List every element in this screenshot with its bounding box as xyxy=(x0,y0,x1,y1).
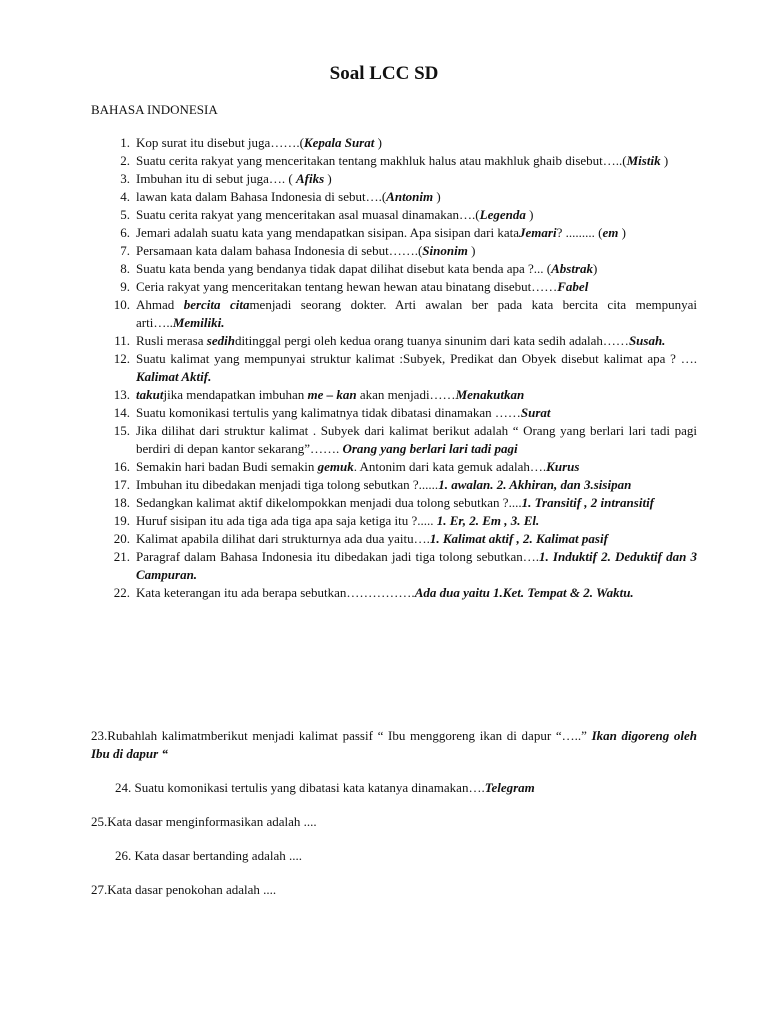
list-item xyxy=(91,458,697,476)
question-number: 5. xyxy=(120,207,130,222)
answer-text: Orang yang berlari lari tadi pagi xyxy=(342,441,518,456)
question-suffix: jika mendapatkan imbuhan xyxy=(163,387,308,402)
question-number: 13. xyxy=(113,387,130,402)
answer-text: 1. awalan. 2. Akhiran, dan 3.sisipan xyxy=(438,477,632,492)
page-title: Soal LCC SD xyxy=(329,63,439,84)
question-suffix: ) xyxy=(374,135,382,150)
answer-text: Kepala Surat xyxy=(303,135,375,150)
list-item xyxy=(91,350,697,386)
question-text: Kata keterangan itu ada berapa sebutkan……………. xyxy=(136,585,415,600)
list-item xyxy=(91,332,697,350)
answer-text: 1. Transitif , 2 intransitif xyxy=(521,495,655,510)
list-item xyxy=(91,260,697,278)
question-number: 15. xyxy=(113,423,130,438)
answer-text: Ikan digoreng oleh Ibu di dapur “ xyxy=(91,728,697,761)
answer-text: em xyxy=(602,225,619,240)
answer-text: Jemari xyxy=(519,225,557,240)
question-text: Suatu cerita rakyat yang menceritakan tentang makhluk halus atau makhluk ghaib disebut…..( xyxy=(136,153,627,168)
section-heading: BAHASA INDONESIA xyxy=(91,102,218,117)
answer-text: Kalimat Aktif. xyxy=(136,369,212,384)
question-text: Huruf sisipan itu ada tiga ada tiga apa saja ketiga itu ?..... xyxy=(136,513,437,528)
question-text: Imbuhan itu dibedakan menjadi tiga tolong sebutkan ?...... xyxy=(136,477,439,492)
list-item xyxy=(91,296,697,332)
question-text: Imbuhan itu di sebut juga…. ( xyxy=(136,171,296,186)
question-text: Sedangkan kalimat aktif dikelompokkan menjadi dua tolong sebutkan ?.... xyxy=(136,495,522,510)
question-text: Rusli merasa xyxy=(136,333,207,348)
list-item xyxy=(91,170,697,188)
list-item xyxy=(91,548,697,584)
answer-text: Sinonim xyxy=(422,243,468,258)
question-number: 14. xyxy=(113,405,130,420)
question-text: Suatu kata benda yang bendanya tidak dapat dilihat disebut kata benda apa ?... ( xyxy=(136,261,552,276)
question-number: 12. xyxy=(113,351,130,366)
list-item xyxy=(91,386,697,404)
question-number: 3. xyxy=(120,171,130,186)
list-item xyxy=(91,224,697,242)
question-suffix: ) xyxy=(433,189,441,204)
list-item xyxy=(91,476,697,494)
answer-text: sedih xyxy=(206,333,235,348)
question-number: 17. xyxy=(113,477,130,492)
list-item xyxy=(91,242,697,260)
question-suffix: . Antonim dari kata gemuk adalah…. xyxy=(353,459,547,474)
question-suffix: ) xyxy=(467,243,476,258)
question-text: Suatu cerita rakyat yang menceritakan asal muasal dinamakan….( xyxy=(136,207,480,222)
question-number: 18. xyxy=(113,495,130,510)
question-list xyxy=(91,134,697,602)
answer-text: Abstrak xyxy=(551,261,594,276)
question-suffix: ) xyxy=(324,171,332,186)
question-number: 10. xyxy=(113,297,130,312)
question-suffix: menjadi seorang dokter. Arti awalan ber pada kata bercita cita mempunyai arti….. xyxy=(136,297,697,330)
answer-text: me – kan xyxy=(307,387,357,402)
list-item xyxy=(91,404,697,422)
list-item xyxy=(91,530,697,548)
list-item xyxy=(91,278,697,296)
question-25: 25.Kata dasar menginformasikan adalah .... xyxy=(91,814,317,829)
question-number: 22. xyxy=(113,585,130,600)
answer-text: Kurus xyxy=(546,459,580,474)
list-item xyxy=(91,134,697,152)
question-text: Suatu kalimat yang mempunyai struktur kalimat :Subyek, Predikat dan Obyek disebut kalimat apa ? …. xyxy=(136,351,697,366)
question-text: Paragraf dalam Bahasa Indonesia itu dibedakan jadi tiga tolong sebutkan…. xyxy=(136,549,540,564)
question-text: Ceria rakyat yang menceritakan tentang hewan hewan atau binatang disebut…… xyxy=(136,279,558,294)
question-text: Suatu komonikasi tertulis yang kalimatnya tidak dibatasi dinamakan …… xyxy=(136,405,521,420)
question-number: 8. xyxy=(120,261,130,276)
question-suffix: ) xyxy=(660,153,669,168)
answer-text: 1. Kalimat aktif , 2. Kalimat pasif xyxy=(429,531,608,546)
list-item xyxy=(91,152,697,170)
question-24 xyxy=(91,779,697,797)
question-text: Persamaan kata dalam bahasa Indonesia di sebut…….( xyxy=(136,243,423,258)
answer-text: Antonim xyxy=(386,189,434,204)
question-number: 11. xyxy=(114,333,130,348)
question-number: 6. xyxy=(120,225,130,240)
question-number: 7. xyxy=(120,243,130,258)
question-text: 24. Suatu komonikasi tertulis yang dibatasi kata katanya dinamakan…. xyxy=(115,780,485,795)
answer-text: Surat xyxy=(520,405,551,420)
list-item xyxy=(91,422,697,458)
question-suffix: ditinggal pergi oleh kedua orang tuanya sinunim dari kata sedih adalah…… xyxy=(234,333,629,348)
question-text: Jemari adalah suatu kata yang mendapatkan sisipan. Apa sisipan dari kata xyxy=(136,225,520,240)
question-number: 9. xyxy=(120,279,130,294)
question-suffix: ) xyxy=(525,207,534,222)
question-number: 20. xyxy=(113,531,130,546)
question-text: 23.Rubahlah kalimatmberikut menjadi kalimat passif “ Ibu menggoreng ikan di dapur “…..” xyxy=(91,728,592,743)
answer-text: Telegram xyxy=(484,780,535,795)
answer-text: Memiliki. xyxy=(172,315,225,330)
answer-text: 1. Er, 2. Em , 3. El. xyxy=(436,513,540,528)
question-text: Ahmad xyxy=(136,297,184,312)
answer-text: Afiks xyxy=(295,171,325,186)
answer-text: Menakutkan xyxy=(455,387,525,402)
answer-text: takut xyxy=(136,387,164,402)
answer-text: Legenda xyxy=(479,207,526,222)
list-item xyxy=(91,494,697,512)
answer-text: bercita cita xyxy=(183,297,250,312)
list-item xyxy=(91,584,697,602)
question-text: Semakin hari badan Budi semakin xyxy=(136,459,318,474)
question-text: lawan kata dalam Bahasa Indonesia di sebut….( xyxy=(136,189,387,204)
answer-text: Ada dua yaitu 1.Ket. Tempat & 2. Waktu. xyxy=(414,585,634,600)
question-number: 21. xyxy=(113,549,130,564)
question-number: 1. xyxy=(120,135,130,150)
answer-text: 1. Induktif 2. Deduktif dan 3 Campuran. xyxy=(136,549,697,582)
question-number: 16. xyxy=(113,459,130,474)
answer-text: Susah. xyxy=(628,333,666,348)
answer-text: gemuk xyxy=(317,459,354,474)
list-item xyxy=(91,206,697,224)
question-suffix: ) xyxy=(618,225,626,240)
question-text: Kalimat apabila dilihat dari strukturnya ada dua yaitu…. xyxy=(136,531,430,546)
answer-text: Fabel xyxy=(557,279,589,294)
list-item xyxy=(91,188,697,206)
question-suffix: ) xyxy=(593,261,598,276)
question-26: 26. Kata dasar bertanding adalah .... xyxy=(115,848,302,863)
question-text: Kop surat itu disebut juga…….( xyxy=(136,135,304,150)
question-suffix: ? ......... ( xyxy=(556,225,603,240)
question-number: 2. xyxy=(120,153,130,168)
question-23 xyxy=(91,727,697,763)
question-number: 4. xyxy=(120,189,130,204)
question-27: 27.Kata dasar penokohan adalah .... xyxy=(91,882,277,897)
list-item xyxy=(91,512,697,530)
answer-text: Mistik xyxy=(626,153,661,168)
question-number: 19. xyxy=(113,513,130,528)
question-suffix: akan menjadi…… xyxy=(356,387,456,402)
question-text: Jika dilihat dari struktur kalimat . Subyek dari kalimat berikut adalah “ Orang yang berlari lari tadi pagi berdiri di depan kantor sekarang”……. xyxy=(136,423,697,456)
